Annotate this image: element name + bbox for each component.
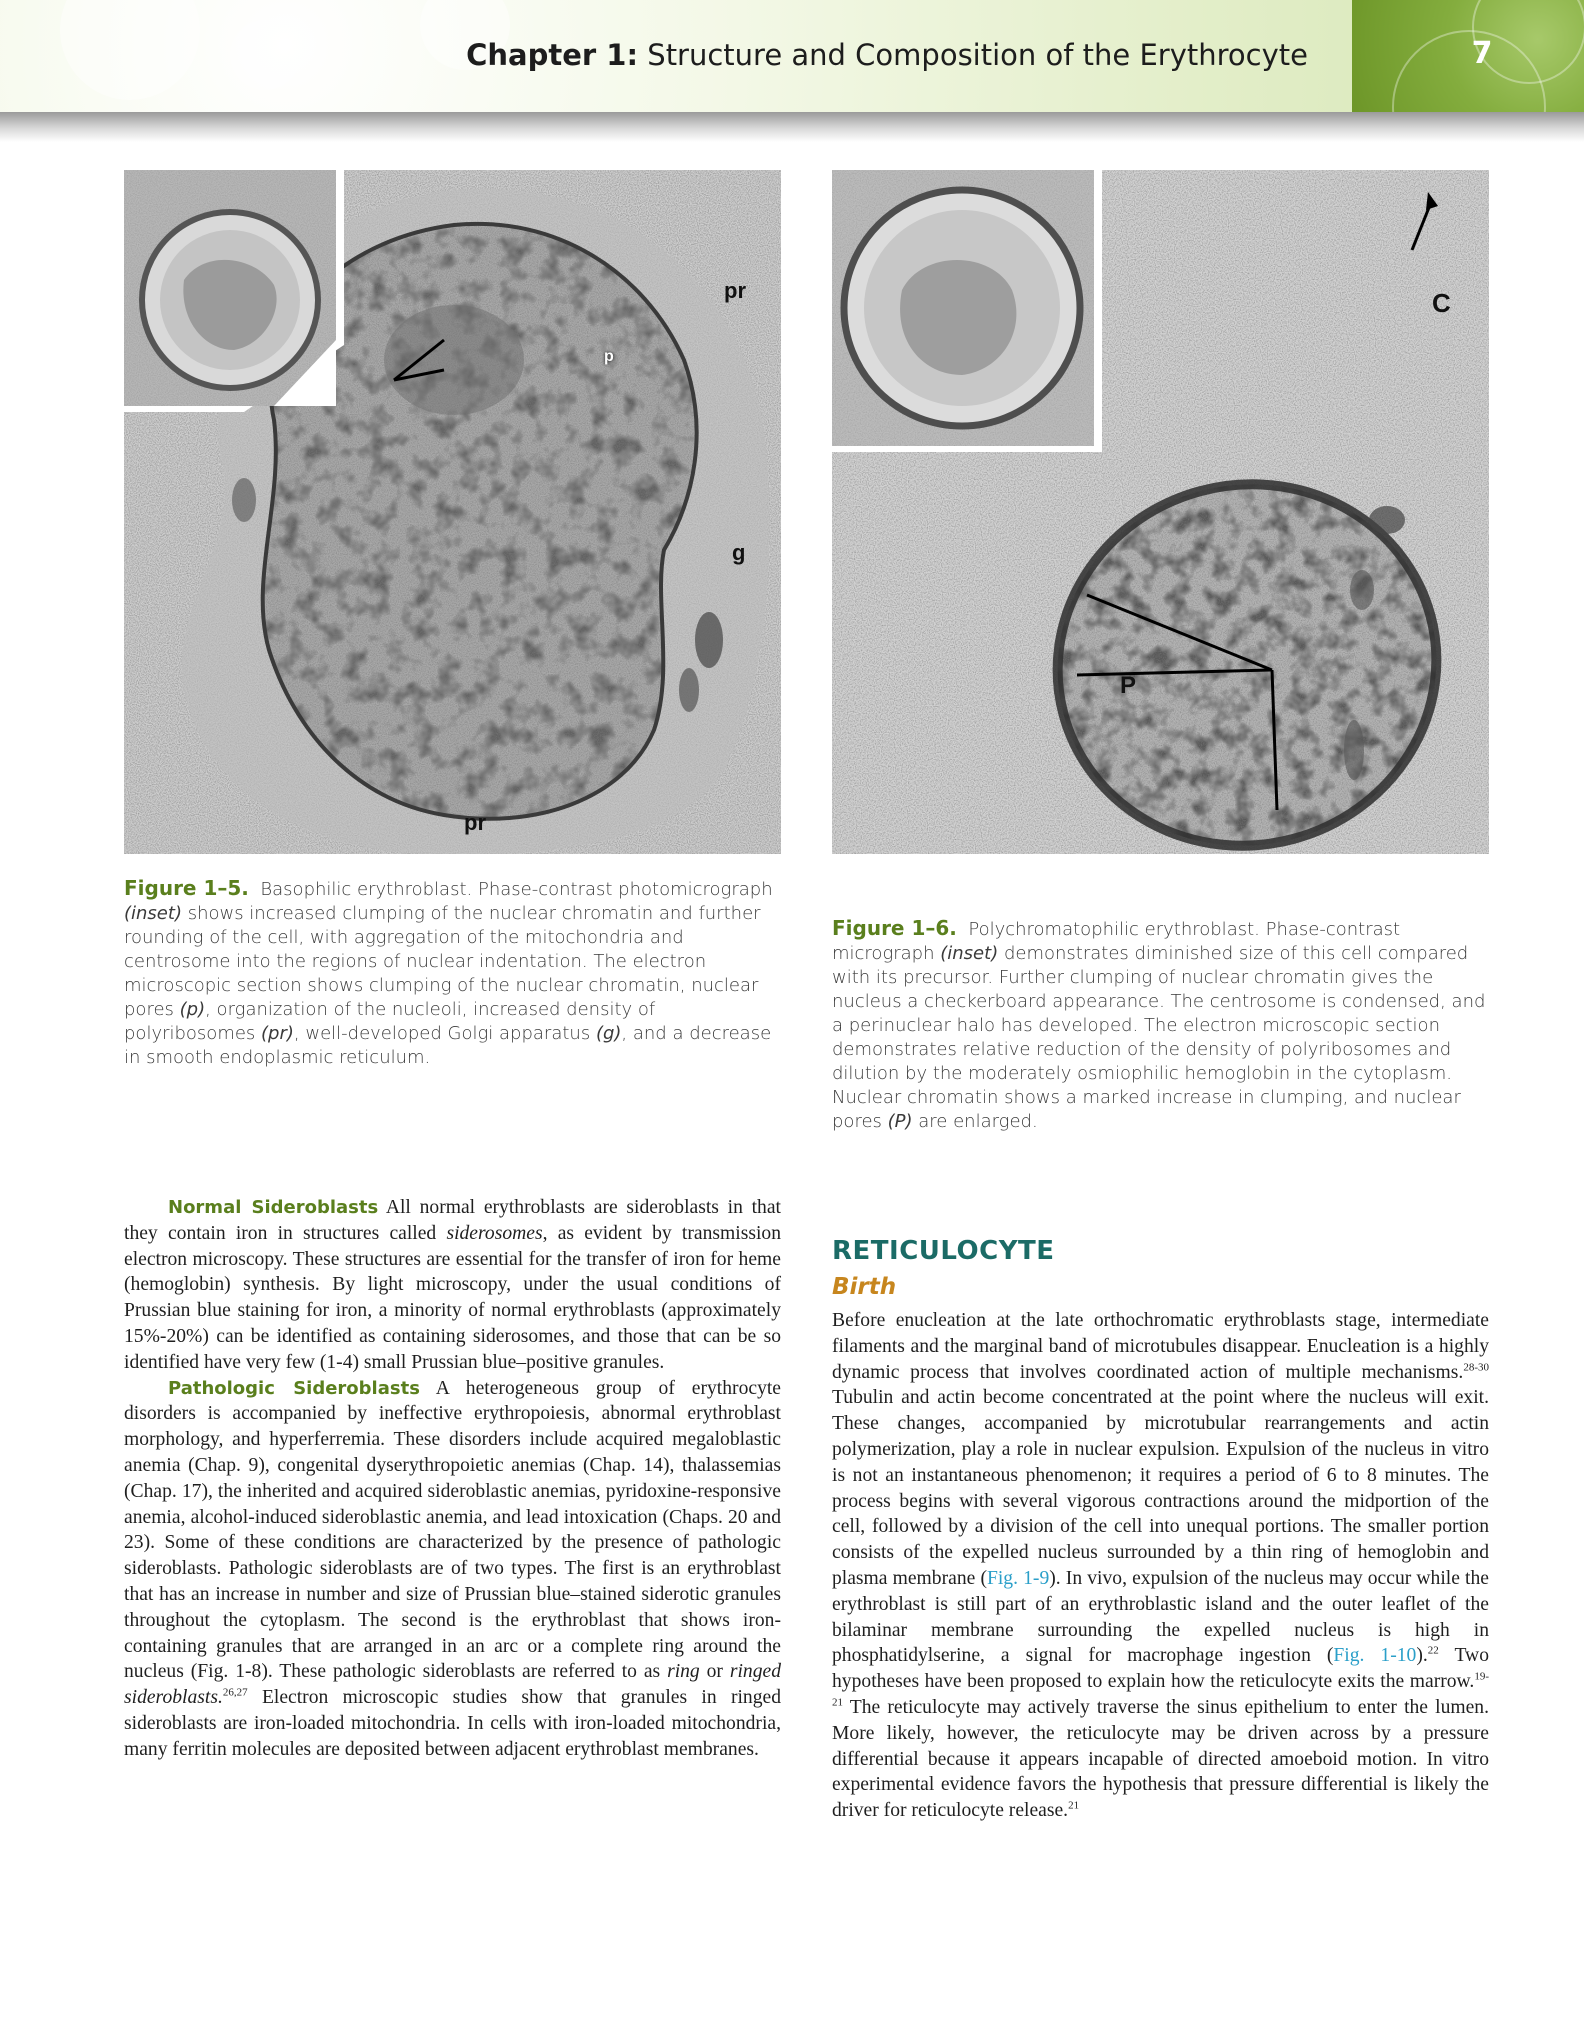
label-c: C — [1432, 288, 1451, 318]
label-pr-bottom: pr — [464, 810, 486, 835]
caption-text: are enlarged. — [912, 1111, 1038, 1132]
body-text: Before enucleation at the late orthochromatic erythroblasts stage, intermediate filaments and the marginal band of microtubules disappear. Enucleation is a highly dynamic process that involves coordinated action of multiple mechanisms. — [832, 1310, 1489, 1383]
label-p: p — [604, 348, 614, 365]
caption-italic: (inset) — [940, 943, 999, 964]
caption-italic: (inset) — [124, 903, 182, 924]
chapter-title: Structure and Composition of the Erythrocyte — [647, 38, 1308, 72]
section-heading: RETICULOCYTE — [832, 1236, 1055, 1266]
runin-heading: Pathologic Sideroblasts — [168, 1377, 420, 1399]
body-text: ). — [1416, 1645, 1428, 1667]
body-italic: ringed sideroblasts. — [124, 1661, 782, 1709]
body-text: or — [699, 1661, 730, 1683]
subsection-heading: Birth — [832, 1274, 897, 1300]
paragraph-birth — [832, 1308, 1489, 1824]
citation: 26,27 — [222, 1686, 248, 1699]
page-number: 7 — [1471, 36, 1493, 71]
micrograph-image — [124, 170, 781, 854]
body-text: Tubulin and actin become concentrated at the point where the nucleus will exit. These changes, accompanied by microtubular rearrangements and actin polymerization, play a role in nuclear expulsion. Expulsion of the nucleus in vitro is not an instantaneous phenomenon; it requires a period of 6 to 8 minutes. The process begins with several vigorous contractions around the midportion of the cell, followed by a division of the cell into unequal portions. The smaller portion consists of the expelled nucleus surrounded by a thin ring of hemoglobin and plasma membrane ( — [832, 1387, 1489, 1589]
figure-link[interactable]: Fig. 1-9 — [986, 1567, 1050, 1589]
figure-1-5-micrograph — [124, 170, 781, 854]
right-column-body — [832, 1308, 1489, 1824]
citation: 22 — [1427, 1644, 1439, 1657]
caption-italic: (pr) — [261, 1023, 294, 1044]
body-italic: ring — [667, 1661, 700, 1683]
left-column-body — [124, 1195, 781, 1763]
body-text: Electron microscopic studies show that granules in ringed sideroblasts are iron-loaded mitochondria. In cells with iron-loaded mitochondria, many ferritin molecules are deposited between adjacent erythroblast membranes. — [124, 1687, 781, 1760]
micrograph-image — [832, 170, 1489, 854]
body-text: ). In vivo, expulsion of the nucleus may occur while the erythroblast is still part of an erythroblastic island and the outer leaflet of the bilaminar membrane surrounding the expelled nucleus is high in phosphatidylserine, a signal for macrophage ingestion ( — [832, 1567, 1489, 1667]
figure-1-6-micrograph — [832, 170, 1489, 854]
label-p: P — [1120, 672, 1137, 699]
caption-italic: (g) — [595, 1023, 622, 1044]
caption-text: , well-developed Golgi apparatus — [293, 1023, 596, 1044]
figure-1-6-caption — [832, 916, 1489, 1134]
paragraph-pathologic-sideroblasts — [124, 1376, 781, 1763]
figure-link[interactable]: Fig. 1-10 — [1333, 1645, 1417, 1667]
caption-text: , organization of the nucleoli, increased density of polyribosomes — [124, 999, 656, 1044]
runin-heading: Normal Sideroblasts — [168, 1197, 379, 1218]
caption-text: Basophilic erythroblast. Phase-contrast photomicrograph — [260, 879, 773, 900]
chapter-label: Chapter 1: — [466, 38, 639, 72]
running-header — [0, 38, 1308, 72]
caption-italic: (P) — [887, 1111, 913, 1132]
body-text: The reticulocyte may actively traverse the sinus epithelium to enter the lumen. More likely, however, the reticulocyte may be driven across by a pressure differential because it appears incapable of directed amoeboid motion. In vitro experimental evidence favors the hypothesis that pressure differential is likely the driver for reticulocyte release. — [832, 1696, 1489, 1822]
caption-text: shows increased clumping of the nuclear chromatin and further rounding of the cell, with aggregation of the mitochondria and centrosome into the regions of nuclear indentation. The electron microscopic section shows clumping of the nuclear chromatin, nuclear pores — [124, 903, 761, 1020]
body-text: All normal erythroblasts are sideroblasts in that they contain iron in structures called — [124, 1197, 781, 1244]
citation: 19-21 — [832, 1670, 1489, 1709]
body-text: , as evident by transmission electron microscopy. These structures are essential for the transfer of iron for heme (hemoglobin) synthesis. By light microscopy, under the usual conditions of Prussian blue staining for iron, a minority of normal erythroblasts (approximately 15%-20%) can be identified as containing siderosomes, and those that can be so identified have very few (1-4) small Prussian blue–positive granules. — [124, 1222, 781, 1373]
caption-text: demonstrates diminished size of this cell compared with its precursor. Further clumping of nuclear chromatin gives the nucleus a checkerboard appearance. The centrosome is condensed, and a perinuclear halo has developed. The electron microscopic section demonstrates relative reduction of the density of polyribosomes and dilution by the moderately osmiophilic hemoglobin in the cytoplasm. Nuclear chromatin shows a marked increase in clumping, and nuclear pores — [832, 943, 1486, 1132]
header-shadow — [0, 112, 1584, 142]
label-pr-top: pr — [724, 278, 746, 303]
figure-number: Figure 1–6. — [832, 916, 957, 940]
label-g: g — [732, 540, 746, 565]
body-text: A heterogeneous group of erythrocyte disorders is accompanied by ineffective erythropoiesis, abnormal erythroblast morphology, and hyperferremia. These disorders include acquired megaloblastic anemia (Chap. 9), congenital dyserythropoietic anemias (Chap. 14), thalassemias (Chap. 17), the inherited and acquired sideroblastic anemias, pyridoxine-responsive anemia, alcohol-induced sideroblastic anemia, and lead intoxication (Chaps. 20 and 23). Some of these conditions are characterized by the presence of pathologic sideroblasts. Pathologic sideroblasts are of two types. The first is an erythroblast that has an increase in number and size of Prussian blue–stained siderotic granules throughout the cytoplasm. The second is the erythroblast that shows iron-containing granules that are arranged in an arc or a complete ring around the nucleus (Fig. 1-8). These pathologic sideroblasts are referred to as — [124, 1377, 782, 1683]
citation: 21 — [1068, 1799, 1080, 1812]
citation: 28-30 — [1463, 1361, 1489, 1374]
paragraph-normal-sideroblasts — [124, 1195, 781, 1376]
caption-italic: (p) — [179, 999, 206, 1020]
figure-1-5-caption — [124, 876, 781, 1070]
body-text: Two hypotheses have been proposed to explain how the reticulocyte exits the marrow. — [832, 1645, 1489, 1693]
figure-number: Figure 1–5. — [124, 876, 249, 900]
caption-text: , and a decrease in smooth endoplasmic reticulum. — [124, 1023, 772, 1068]
body-italic: siderosomes — [446, 1222, 543, 1244]
caption-text: Polychromatophilic erythroblast. Phase-contrast micrograph — [832, 919, 1401, 964]
